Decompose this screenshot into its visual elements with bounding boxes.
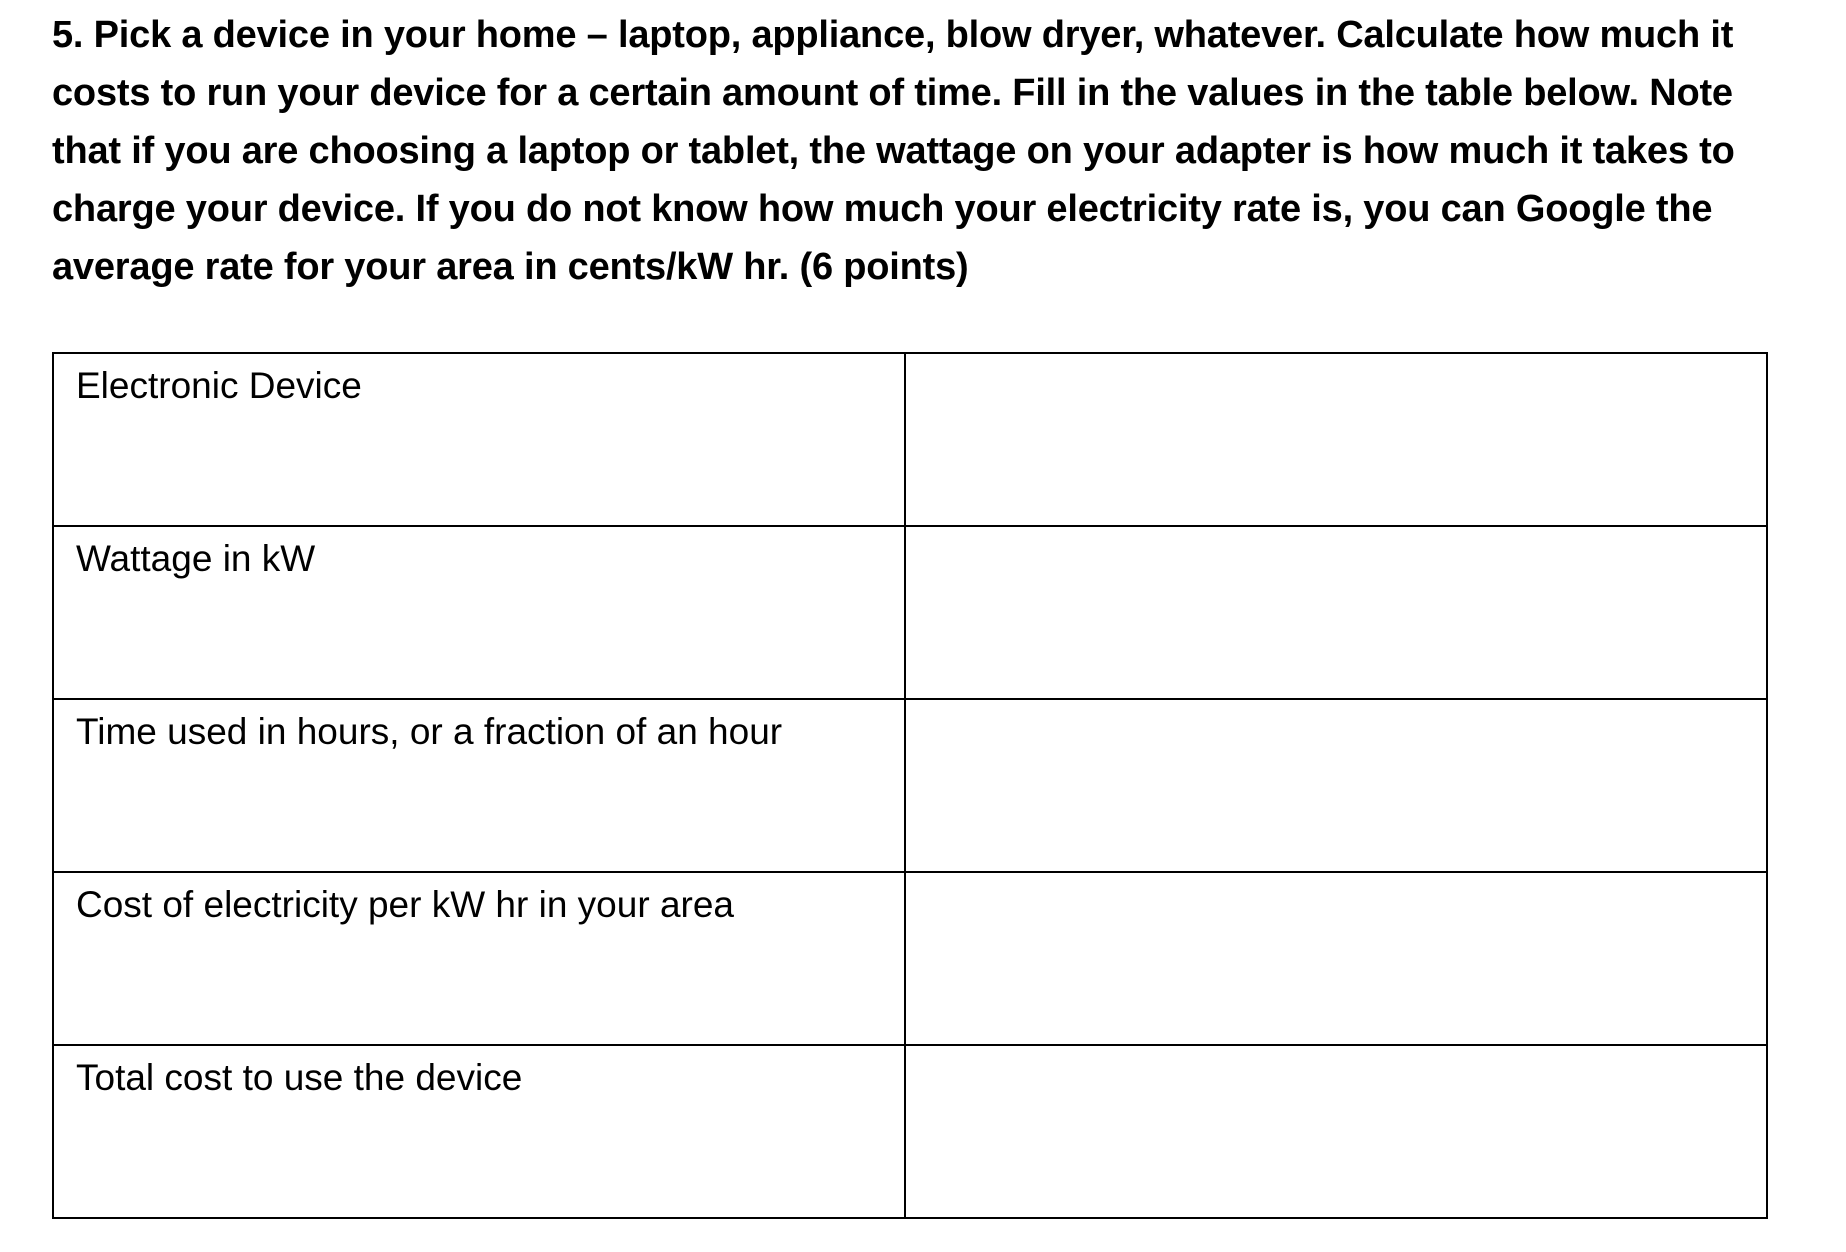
answer-cell-electronic-device[interactable] [905, 353, 1767, 526]
table-row [53, 1045, 1767, 1218]
answer-cell-wattage[interactable] [905, 526, 1767, 699]
answer-cell-time-used[interactable] [905, 699, 1767, 872]
table-row [53, 699, 1767, 872]
row-label-electronic-device: Electronic Device [53, 353, 905, 526]
table-row [53, 526, 1767, 699]
device-cost-table [52, 352, 1768, 1219]
question-text: 5. Pick a device in your home – laptop, appliance, blow dryer, whatever. Calculate how much it costs to run your device for a certain amount of time. Fill in the values in the table below. Note that if you are choosing a laptop or tablet, the wattage on your adapter is how much it takes to charge your device. If you do not know how much your electricity rate is, you can Google the average rate for your area in cents/kW hr. (6 points) [52, 14, 1735, 288]
table-row [53, 353, 1767, 526]
answer-cell-cost-per-kwh[interactable] [905, 872, 1767, 1045]
row-label-cost-per-kwh: Cost of electricity per kW hr in your area [53, 872, 905, 1045]
table-row [53, 872, 1767, 1045]
row-label-wattage: Wattage in kW [53, 526, 905, 699]
answer-cell-total-cost[interactable] [905, 1045, 1767, 1218]
row-label-time-used: Time used in hours, or a fraction of an hour [53, 699, 905, 872]
row-label-total-cost: Total cost to use the device [53, 1045, 905, 1218]
